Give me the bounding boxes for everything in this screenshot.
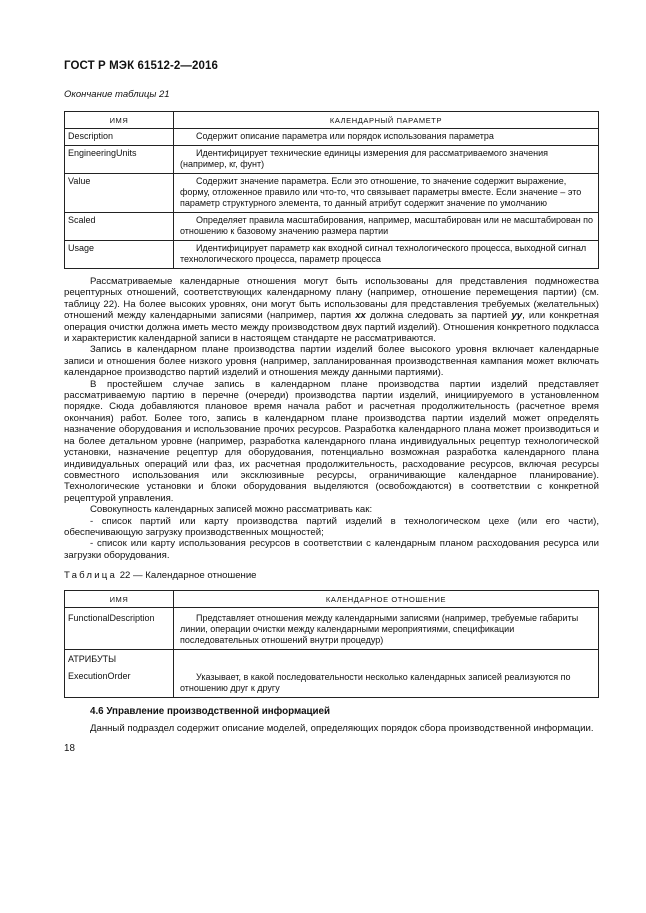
- attributes-row: [65, 650, 599, 669]
- row-name: Value: [65, 174, 174, 213]
- table-continuation-label: Окончание таблицы 21: [64, 89, 170, 100]
- paragraph: В простейшем случае запись в календарном плане производства партии изделий представляет рассматриваемую партию в перечне (очереди) производства партии изделий, инициируемого в установленном порядке. Сюда добавляются плановое время начала работ и расчетная продолжительность (расчетное время окончания) работ. Более того, запись в календарном плане производства партии изделий может определять назначение оборудования и использование прочих ресурсов. Разработка календарного плана может производиться и на более детальном уровне (например, разработка календарного плана индивидуальных рецептур технологической установки, назначение рецептур для оборудования, потенциально возможная разработка календарного плана индивидуальных операций или фаз, их расчетная продолжительность, расходование ресурсов, включая ресурсы совместного использования или эксклюзивные ресурсы, ограничивающие календарное планирование). Технологические установки и блоки оборудования выделяются (освобождаются) в соответствии с конкретной рецептурой управления.: [64, 378, 599, 504]
- page-number: 18: [64, 743, 75, 754]
- row-name: Description: [65, 129, 174, 146]
- list-item: - список партий или карту производства партий изделий в технологическом цехе (или его части), обеспечивающую загрузку производственных мощностей;: [64, 515, 599, 538]
- paragraph: Совокупность календарных записей можно рассматривать как:: [90, 504, 373, 516]
- row-description: Представляет отношения между календарными записями (например, требуемые габариты линии, операции очистки между календарными мероприятиями, спецификации последовательных отношений внутри процедур): [180, 613, 579, 645]
- row-description: Определяет правила масштабирования, например, масштабирован или не масштабирован по отношению к базовому значению размера партии: [180, 215, 594, 236]
- standard-header: ГОСТ Р МЭК 61512-2—2016: [64, 60, 218, 72]
- column-header-name: ИМЯ: [65, 112, 174, 129]
- table-row: [65, 608, 599, 650]
- paragraph: Рассматриваемые календарные отношения могут быть использованы для представления подмножества рецептурных отношений, соответствующих календарному плану (например, отношение перемещения партии) (см. таблицу 22). На более высоких уровнях, они могут быть использованы для представления требуемых (желательных) отношений между календарными записями (например, партия xx должна следовать за партией yy, или конкретная операция очистки должна иметь место между производством двух партий изделий). Отношения конкретного подкласса и характеристик календарной записи в настоящем стандарте не рассматриваются.: [64, 276, 599, 345]
- table-row: [65, 668, 599, 698]
- row-description: Идентифицирует параметр как входной сигнал технологического процесса, выходной сигнал технологического процесса, параметр процесса: [180, 243, 587, 264]
- calendar-relation-table: [64, 590, 599, 698]
- row-name: EngineeringUnits: [65, 146, 174, 174]
- list-item: - список или карту использования ресурсов в соответствии с календарным планом расходования ресурса или загрузки оборудования.: [64, 538, 599, 561]
- table-row: [65, 174, 599, 213]
- row-name: Scaled: [65, 213, 174, 241]
- calendar-parameter-table: [64, 111, 599, 269]
- section-heading: 4.6 Управление производственной информацией: [90, 706, 331, 717]
- paragraph: Запись в календарном плане производства партии изделий более высокого уровня включает календарные записи и отношения более низкого уровня (например, запланированная производственная кампания может включать календарное производство партий изделий и отношения между данными партиями).: [64, 344, 599, 379]
- table-row: [65, 146, 599, 174]
- row-description: Указывает, в какой последовательности несколько календарных записей реализуются по отношению друг к другу: [180, 672, 571, 693]
- table-row: [65, 129, 599, 146]
- table-caption: Таблица 22 — Календарное отношение: [64, 570, 257, 581]
- table-row: [65, 241, 599, 269]
- attributes-label: АТРИБУТЫ: [65, 650, 174, 669]
- column-header-relation: КАЛЕНДАРНОЕ ОТНОШЕНИЕ: [174, 591, 599, 608]
- body-text: [64, 276, 599, 561]
- table-row: [65, 213, 599, 241]
- section-text: Данный подраздел содержит описание моделей, определяющих порядок сбора производственной информации.: [90, 723, 594, 734]
- column-header-parameter: КАЛЕНДАРНЫЙ ПАРАМЕТР: [174, 112, 599, 129]
- row-name: FunctionalDescription: [65, 608, 174, 650]
- row-description: Содержит описание параметра или порядок использования параметра: [196, 131, 494, 141]
- row-name: Usage: [65, 241, 174, 269]
- column-header-name: ИМЯ: [65, 591, 174, 608]
- row-description: Содержит значение параметра. Если это отношение, то значение содержит выражение, форму, отложенное правило или что-то, что связывает параметры вместе. Если значение – это параметр структурного элемента, то данный атрибут содержит значение по умолчанию: [180, 176, 582, 208]
- row-name: ExecutionOrder: [65, 668, 174, 698]
- row-description: Идентифицирует технические единицы измерения для рассматриваемого значения (например, кг, фунт): [180, 148, 549, 169]
